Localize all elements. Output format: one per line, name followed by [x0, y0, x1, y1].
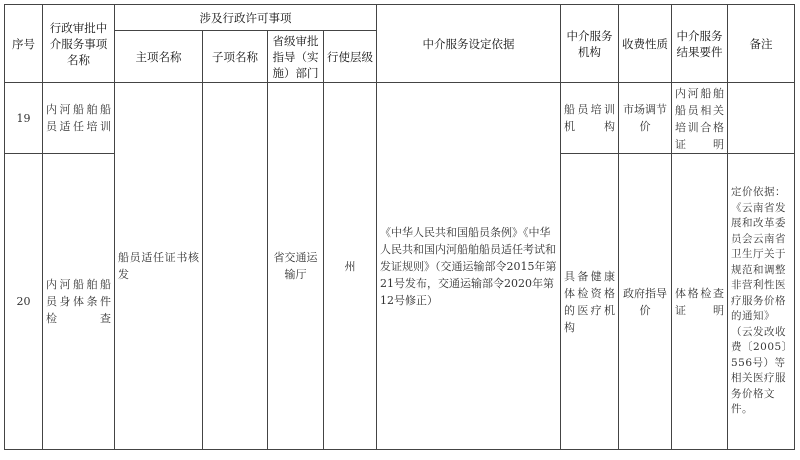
header-sub-item: 子项名称: [203, 31, 268, 83]
dept-cell: 省交通运输厅: [268, 83, 324, 450]
header-fee: 收费性质: [619, 5, 672, 83]
header-agency: 中介服务机构: [561, 5, 619, 83]
row-item-name: 内河船舶船员身体条件检查: [43, 154, 115, 450]
header-basis: 中介服务设定依据: [377, 5, 561, 83]
row-agency: 船员培训机构: [561, 83, 619, 154]
row-fee: 市场调节价: [619, 83, 672, 154]
header-result: 中介服务结果要件: [672, 5, 728, 83]
row-seq: 19: [5, 83, 43, 154]
table-row: [5, 83, 795, 154]
row-item-name: 内河船舶船员适任培训: [43, 83, 115, 154]
header-item-name: 行政审批中介服务事项名称: [43, 5, 115, 83]
header-main-item: 主项名称: [115, 31, 203, 83]
level-cell: 州: [324, 83, 377, 450]
header-permit-group: 涉及行政许可事项: [115, 5, 377, 31]
main-item-cell: 船员适任证书核发: [115, 83, 203, 450]
header-remark: 备注: [728, 5, 795, 83]
sub-item-cell: [203, 83, 268, 450]
row-fee: 政府指导价: [619, 154, 672, 450]
row-result: 体格检查证明: [672, 154, 728, 450]
approval-items-table: [4, 4, 795, 450]
header-dept: 省级审批指导（实施）部门: [268, 31, 324, 83]
row-seq: 20: [5, 154, 43, 450]
basis-cell: 《中华人民共和国船员条例》《中华人民共和国内河船舶船员适任考试和发证规则》（交通运输部令2015年第21号发布，交通运输部令2020年第12号修正）: [377, 83, 561, 450]
row-result: 内河船舶船员相关培训合格证明: [672, 83, 728, 154]
row-remark: 定价依据：《云南省发展和改革委员会云南省卫生厅关于规范和调整非营利性医疗服务价格的通知》（云发改收费〔2005〕556号）等相关医疗服务价格文件。: [728, 154, 795, 450]
header-seq: 序号: [5, 5, 43, 83]
row-remark: [728, 83, 795, 154]
header-level: 行使层级: [324, 31, 377, 83]
row-agency: 具备健康体检资格的医疗机构: [561, 154, 619, 450]
